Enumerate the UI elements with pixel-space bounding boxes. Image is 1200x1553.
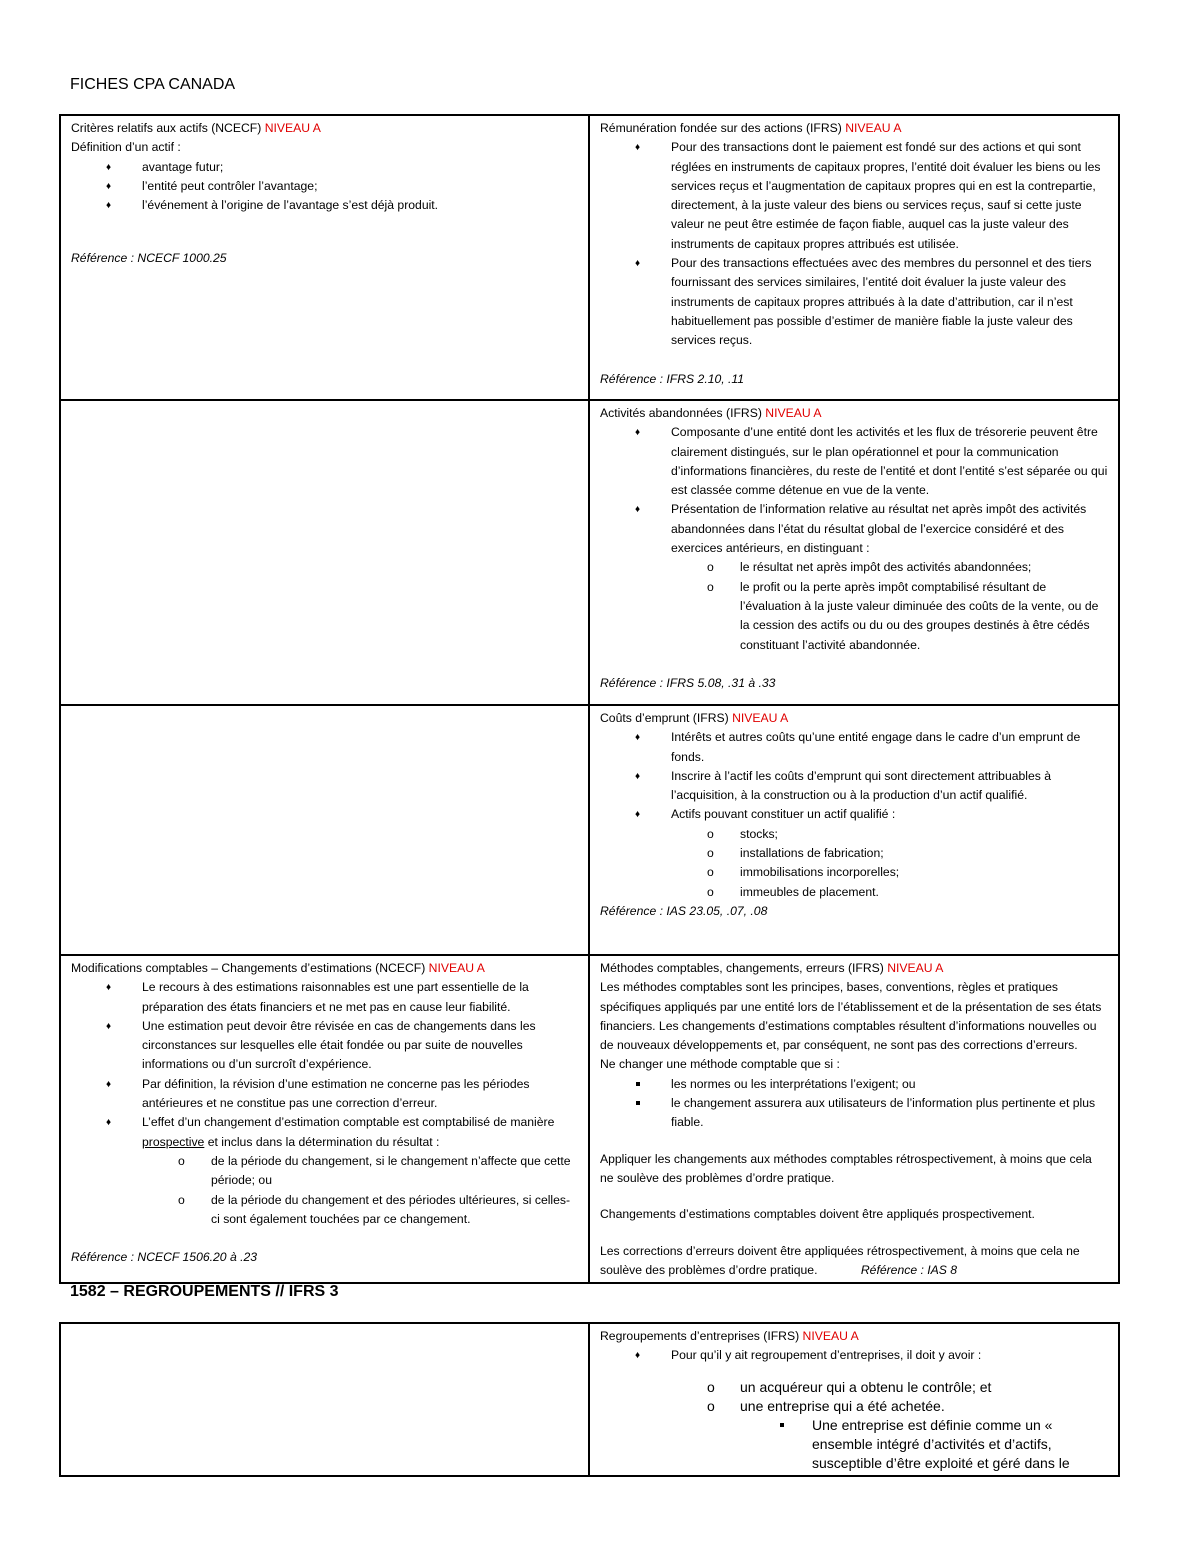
- level-badge: NIVEAU A: [802, 1329, 859, 1343]
- paragraph: Les méthodes comptables sont les principes, bases, conventions, règles et pratiques spécifiques appliqués par une entité lors de l’établissement et de la présentation de ses états financiers. Les changements d’estimations comptables résultent d’informations nouvelles ou de nouveaux développements et, par conséquent, ne sont pas des corrections d’erreurs.: [600, 980, 1102, 1053]
- paragraph: Ne changer une méthode comptable que si :: [600, 1057, 840, 1072]
- sub-list-item: o installations de fabrication;: [671, 844, 1108, 863]
- list-item: ♦ Présentation de l’information relative au résultat net après impôt des activités abandonnées dans l’état du résultat global de l’exercice considéré et des exercices antérieurs, en distinguant : o le résultat net après impôt des activités abandonnées; o le profit ou la perte après impôt comptabilisé résultant de l’évaluation à la juste valeur diminuée des coûts de la vente, ou de la cession des actifs ou du ou des groupes destinés à être cédés constituant l’activité abandonnée.: [600, 500, 1108, 654]
- list-item: ♦ l’événement à l’origine de l’avantage s’est déjà produit.: [71, 196, 578, 215]
- list-item: le changement assurera aux utilisateurs de l’information plus pertinente et plus fiable.: [600, 1094, 1108, 1133]
- cell-empty: [60, 705, 589, 955]
- sub-list-item: o immobilisations incorporelles;: [671, 863, 1108, 882]
- cell-heading: Activités abandonnées (IFRS): [600, 406, 762, 420]
- cell-heading: Méthodes comptables, changements, erreurs (IFRS): [600, 961, 884, 975]
- reference: Référence : IAS 23.05, .07, .08: [600, 903, 768, 918]
- summary-table: [59, 114, 1120, 1284]
- level-badge: NIVEAU A: [845, 121, 902, 135]
- paragraph: Appliquer les changements aux méthodes comptables rétrospectivement, à moins que cela ne soulève des problèmes d’ordre pratique.: [600, 1151, 1092, 1185]
- list-item: ♦ Actifs pouvant constituer un actif qualifié : o stocks; o installations de fabrication; o immobilisations incorporelles; o immeubles de placement.: [600, 805, 1108, 901]
- list-item: ♦ avantage futur;: [71, 158, 578, 177]
- list-item: les normes ou les interprétations l’exigent; ou: [600, 1075, 1108, 1094]
- level-badge: NIVEAU A: [732, 711, 789, 725]
- reference: Référence : NCECF 1506.20 à .23: [71, 1250, 258, 1265]
- list-item: ♦ Pour qu’il y ait regroupement d’entreprises, il doit y avoir :: [600, 1346, 1108, 1365]
- cell-intro: Définition d’un actif :: [71, 140, 181, 155]
- list-item: ♦ Le recours à des estimations raisonnables est une part essentielle de la préparation des états financiers et ne met pas en cause leur fiabilité.: [71, 978, 578, 1017]
- cell-changements-estimations: [60, 955, 589, 1283]
- paragraph: Les corrections d’erreurs doivent être appliquées rétrospectivement, à moins que cela ne soulève des problèmes d’ordre pratique.: [600, 1243, 1080, 1277]
- cell-remuneration-actions: [589, 115, 1119, 400]
- sub-list-item: o le résultat net après impôt des activités abandonnées;: [671, 558, 1108, 577]
- reference: Référence : IFRS 5.08, .31 à .33: [600, 675, 776, 690]
- cell-empty: [60, 1323, 589, 1476]
- level-badge: NIVEAU A: [765, 406, 822, 420]
- cell-activites-abandonnees: [589, 400, 1119, 705]
- regroupements-table: [59, 1322, 1120, 1477]
- sub-list-item: o stocks;: [671, 825, 1108, 844]
- cell-methodes-comptables: [589, 955, 1119, 1283]
- sub-list-item: o de la période du changement et des périodes ultérieures, si celles-ci sont également touchées par ce changement.: [142, 1191, 578, 1230]
- cell-heading: Critères relatifs aux actifs (NCECF): [71, 121, 262, 135]
- sub-list-item: o une entreprise qui a été achetée.: [600, 1397, 1108, 1416]
- sub-list-item: o de la période du changement, si le changement n’affecte que cette période; ou: [142, 1152, 578, 1191]
- list-item: ♦ Inscrire à l’actif les coûts d’emprunt qui sont directement attribuables à l’acquisition, à la construction ou à la production d’un actif qualifié.: [600, 767, 1108, 806]
- cell-empty: [60, 400, 589, 705]
- list-item: ♦ Pour des transactions dont le paiement est fondé sur des actions et qui sont réglées en instruments de capitaux propres, l’entité doit évaluer les biens ou les services reçus et l’augmentation de capitaux propres qui en est la contrepartie, directement, à la juste valeur des biens ou services reçus, sauf si cette juste valeur ne peut être estimée de façon fiable, auquel cas la juste valeur des instruments de capitaux propres attribués est utilisée.: [600, 138, 1108, 254]
- reference: Référence : IFRS 2.10, .11: [600, 371, 745, 386]
- paragraph: Changements d’estimations comptables doivent être appliqués prospectivement.: [600, 1207, 1035, 1222]
- sub-list-item: o un acquéreur qui a obtenu le contrôle; et: [600, 1378, 1108, 1397]
- list-item: ♦ l’entité peut contrôler l’avantage;: [71, 177, 578, 196]
- list-item: ♦ Pour des transactions effectuées avec des membres du personnel et des tiers fournissant des services similaires, l’entité doit évaluer la juste valeur des instruments de capitaux propres attribués à la date d’attribution, car il n’est habituellement pas possible d’estimer de manière fiable la juste valeur des services reçus.: [600, 254, 1108, 350]
- sub-sub-list-item: Une entreprise est définie comme un « ensemble intégré d’activités et d’actifs, susceptible d’être exploité et géré dans le: [600, 1416, 1108, 1473]
- sub-list-item: o immeubles de placement.: [671, 883, 1108, 902]
- list-item: ♦ Composante d’une entité dont les activités et les flux de trésorerie peuvent être clairement distingués, sur le plan opérationnel et pour la communication d’informations financières, du reste de l’entité et dont l’entité s’est séparée ou qui est classée comme détenue en vue de la vente.: [600, 423, 1108, 500]
- sub-list-item: o le profit ou la perte après impôt comptabilisé résultant de l’évaluation à la juste valeur diminuée des coûts de la vente, ou de la cession des actifs ou du ou des groupes destinés à être cédés constituant l’activité abandonnée.: [671, 578, 1108, 655]
- level-badge: NIVEAU A: [428, 961, 485, 975]
- section-title: 1582 – REGROUPEMENTS // IFRS 3: [70, 1283, 339, 1300]
- page-title: FICHES CPA CANADA: [70, 76, 236, 93]
- cell-heading: Regroupements d’entreprises (IFRS): [600, 1329, 800, 1343]
- level-badge: NIVEAU A: [887, 961, 944, 975]
- list-item: ♦ Une estimation peut devoir être révisée en cas de changements dans les circonstances sur lesquelles elle était fondée ou par suite de nouvelles informations ou d’un surcroît d’expérience.: [71, 1017, 578, 1075]
- cell-criteres-actifs: [60, 115, 589, 400]
- level-badge: NIVEAU A: [264, 121, 321, 135]
- reference: Référence : IAS 8: [860, 1262, 958, 1277]
- cell-heading: Coûts d’emprunt (IFRS): [600, 711, 729, 725]
- list-item: ♦ Par définition, la révision d’une estimation ne concerne pas les périodes antérieures et ne constitue pas une correction d’erreur.: [71, 1075, 578, 1114]
- cell-regroupements: [589, 1323, 1119, 1476]
- list-item: ♦ L’effet d’un changement d’estimation comptable est comptabilisé de manière prospective et inclus dans la détermination du résultat : o de la période du changement, si le changement n’affecte que cette période; ou o de la période du changement et des périodes ultérieures, si celles-ci sont également touchées par ce changement.: [71, 1113, 578, 1229]
- cell-heading: Modifications comptables – Changements d’estimations (NCECF): [71, 961, 426, 975]
- cell-couts-emprunt: [589, 705, 1119, 955]
- reference: Référence : NCECF 1000.25: [71, 251, 227, 266]
- cell-heading: Rémunération fondée sur des actions (IFRS): [600, 121, 842, 135]
- list-item: ♦ Intérêts et autres coûts qu’une entité engage dans le cadre d’un emprunt de fonds.: [600, 728, 1108, 767]
